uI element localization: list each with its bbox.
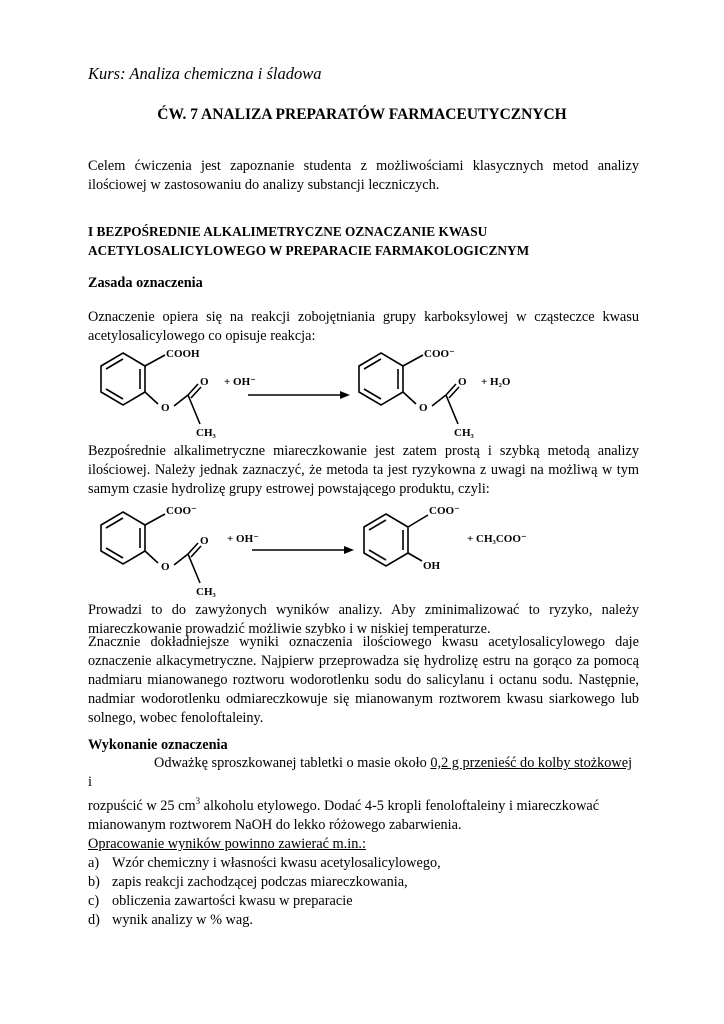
procedure-paragraph: [88, 754, 639, 835]
alkalimetric-paragraph: Bezpośrednie alkalimetryczne miareczkowanie jest zatem prostą i szybką metodą analizy ilościowej. Należy jednak zaznaczyć, że metoda ta jest ryzykowna z uwagi na możliwą w tym samym czasie hydrolizę grupy estrowej powstającego produktu, czyli:: [88, 443, 639, 497]
procedure-line-1: Odważkę sproszkowanej tabletki o masie około 0,2 g przenieść do kolby stożkowej i: [88, 755, 633, 790]
reactant-carbonyl-oxygen-label: O: [200, 535, 209, 547]
reactant-ester-oxygen-label: O: [161, 561, 170, 573]
product-ester-oxygen-label: O: [419, 402, 428, 414]
results-list: [88, 854, 639, 930]
product-carbonyl-oxygen-label: O: [458, 376, 467, 388]
reaction-scheme-neutralization: [88, 345, 648, 440]
carbonyl-oxygen-label: O: [200, 376, 209, 388]
alkacymetric-paragraph: Znacznie dokładniejsze wyniki oznaczenia ilościowego kwasu acetylosalicylowego daje oznaczenie alkacymetryczne. Najpierw przeprowadza się hydrolizę estru na gorąco za pomocą nadmiaru mianowanego roztworu wodorotlenku sodu do salicylanu i octanu sodu. Następnie, nadmiar wodorotlenku odmiareczkowuje się mianowanym roztworem kwasu siarkowego lub solnego, wobec fenoloftaleiny.: [88, 634, 639, 726]
exercise-title: ĆW. 7 ANALIZA PREPARATÓW FARMACEUTYCZNYCH: [157, 106, 567, 123]
section-heading-line2: ACETYLOSALICYLOWEGO W PREPARACIE FARMAKOLOGICZNYM: [88, 243, 530, 258]
salicylate-molecule: [364, 514, 428, 566]
product-methyl-label: CH₃: [454, 427, 474, 439]
acetylsalicylate-molecule: [359, 353, 459, 424]
list-item: a) Wzór chemiczny i własności kwasu acetylosalicylowego,: [88, 855, 441, 871]
phenol-oh-label: OH: [423, 560, 441, 572]
water-byproduct: + H₂O: [481, 376, 511, 388]
reactant-methyl-label: CH₃: [196, 586, 216, 598]
procedure-underlined-step: 0,2 g przenieść do kolby stożkowej: [430, 755, 633, 771]
intro-paragraph: Celem ćwiczenia jest zapoznanie studenta z możliwościami klasycznych metod analizy ilościowej w zastosowaniu do analizy substancji leczniczych.: [88, 158, 639, 193]
principle-paragraph: Oznaczenie opiera się na reakcji zobojętniania grupy karboksylowej w cząsteczce kwasu acetylosalicylowego co opisuje reakcja:: [88, 309, 639, 344]
ester-oxygen-label: O: [161, 402, 170, 414]
salicylate-carboxylate-label: COO⁻: [429, 505, 460, 517]
reaction-scheme-hydrolysis: [88, 500, 648, 598]
procedure-heading: Wykonanie oznaczenia: [88, 737, 228, 753]
reactant-carboxylate-label: COO⁻: [166, 505, 197, 517]
procedure-line-2: rozpuścić w 25 $cm^3$ alkoholu etylowego. Dodać 4-5 kropli fenoloftaleiny i miareczkować: [88, 796, 600, 814]
reaction-arrow: [248, 391, 350, 399]
aspirin-molecule: [101, 353, 201, 424]
hydroxide-reagent-2: + OH⁻: [227, 533, 259, 545]
hydroxide-reagent: + OH⁻: [224, 376, 256, 388]
carboxyl-group-label: COOH: [166, 348, 200, 360]
side-effect-paragraph: Prowadzi to do zawyżonych wyników analizy. Aby zminimalizować to ryzyko, należy miareczkowanie prowadzić możliwie szybko i w niskiej temperaturze.: [88, 602, 639, 637]
results-heading: Opracowanie wyników powinno zawierać m.in.:: [88, 836, 366, 852]
principle-heading: Zasada oznaczenia: [88, 275, 203, 291]
methyl-label: CH₃: [196, 427, 216, 439]
reaction-arrow-2: [252, 546, 354, 554]
acetate-byproduct: + CH₃COO⁻: [467, 533, 527, 545]
list-item: b) zapis reakcji zachodzącej podczas miareczkowania,: [88, 874, 408, 890]
section-heading-line1: I BEZPOŚREDNIE ALKALIMETRYCZNE OZNACZANIE KWASU: [88, 224, 488, 239]
list-item: c) obliczenia zawartości kwasu w preparacie: [88, 893, 353, 909]
course-title: Kurs: Analiza chemiczna i śladowa: [88, 64, 322, 83]
acetylsalicylate-reactant-molecule: [101, 512, 201, 583]
procedure-line-3: mianowanym roztworem NaOH do lekko różowego zabarwienia.: [88, 816, 462, 833]
carboxylate-group-label: COO⁻: [424, 348, 455, 360]
list-item: d) wynik analizy w % wag.: [88, 912, 253, 928]
